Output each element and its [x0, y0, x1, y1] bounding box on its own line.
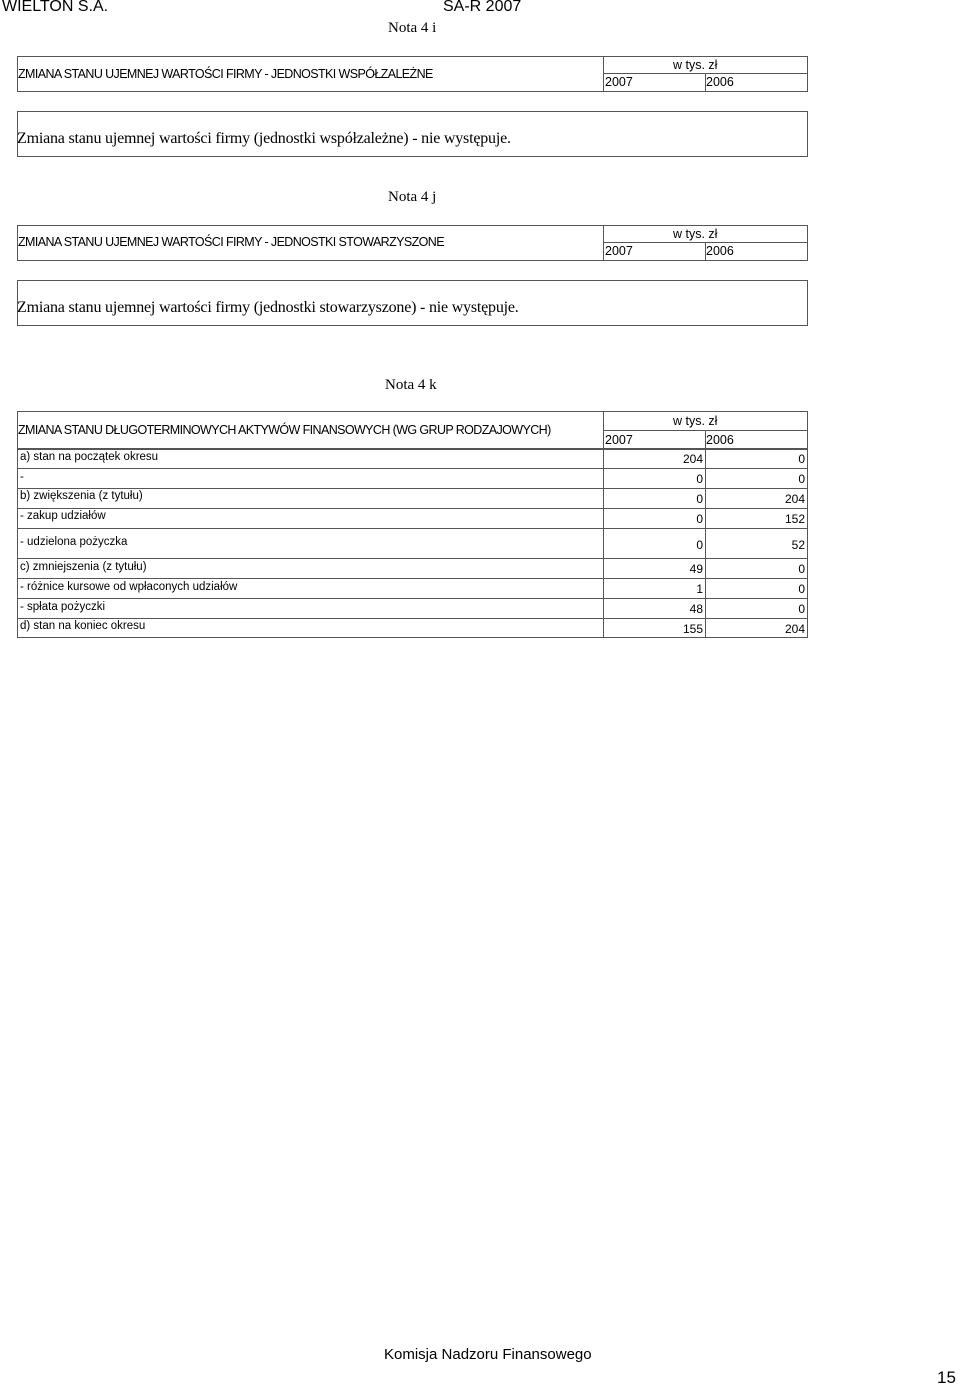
divider — [17, 488, 808, 489]
table-cell-2007: 0 — [696, 538, 703, 552]
nota-4k-title: ZMIANA STANU DŁUGOTERMINOWYCH AKTYWÓW FINANSOWYCH (WG GRUP RODZAJOWYCH) — [18, 423, 551, 437]
divider — [705, 449, 706, 638]
divider — [17, 618, 808, 619]
table-cell-2006: 0 — [798, 562, 805, 576]
nota-4i-year-2006: 2006 — [706, 75, 734, 89]
nota-4i-unit: w tys. zł — [673, 58, 718, 72]
nota-4k-heading: Nota 4 k — [385, 377, 437, 393]
table-cell-2006: 0 — [798, 472, 805, 486]
footer-institution: Komisja Nadzoru Finansowego — [384, 1346, 592, 1363]
nota-4i-heading: Nota 4 i — [388, 20, 437, 36]
table-cell-2007: 0 — [696, 472, 703, 486]
divider — [603, 449, 604, 638]
table-cell-2006: 204 — [784, 492, 805, 506]
nota-4i-year-2007: 2007 — [605, 75, 633, 89]
table-row-label: - różnice kursowe od wpłaconych udziałów — [20, 581, 238, 593]
divider — [17, 558, 808, 559]
table-cell-2006: 0 — [798, 452, 805, 466]
page-number: 15 — [937, 1368, 956, 1387]
table-row-label: b) zwiększenia (z tytułu) — [20, 490, 143, 502]
table-cell-2006: 0 — [798, 602, 805, 616]
table-cell-2007: 0 — [696, 512, 703, 526]
table-cell-2007: 48 — [689, 602, 703, 616]
nota-4j-year-2007: 2007 — [605, 244, 633, 258]
divider — [17, 508, 808, 509]
nota-4j-unit: w tys. zł — [673, 227, 718, 241]
nota-4j-title: ZMIANA STANU UJEMNEJ WARTOŚCI FIRMY - JEDNOSTKI STOWARZYSZONE — [18, 235, 444, 249]
table-cell-2006: 52 — [791, 538, 805, 552]
divider — [17, 578, 808, 579]
table-row-label: - — [20, 471, 24, 483]
nota-4i-message: Zmiana stanu ujemnej wartości firmy (jednostki współzależne) - nie występuje. — [17, 130, 511, 147]
table-row-label: - zakup udziałów — [20, 510, 106, 522]
nota-4k-unit: w tys. zł — [673, 414, 718, 428]
nota-4k-year-2006: 2006 — [706, 433, 734, 447]
table-cell-2007: 49 — [689, 562, 703, 576]
table-cell-2006: 152 — [784, 512, 805, 526]
divider — [603, 225, 604, 261]
table-cell-2007: 155 — [682, 622, 703, 636]
table-cell-2006: 0 — [798, 582, 805, 596]
table-cell-2007: 204 — [682, 452, 703, 466]
table-cell-2006: 204 — [784, 622, 805, 636]
nota-4k-year-2007: 2007 — [605, 433, 633, 447]
table-row-label: c) zmniejszenia (z tytułu) — [20, 561, 147, 573]
divider — [603, 56, 604, 92]
table-cell-2007: 1 — [696, 582, 703, 596]
nota-4i-title: ZMIANA STANU UJEMNEJ WARTOŚCI FIRMY - JEDNOSTKI WSPÓŁZALEŻNE — [18, 67, 433, 81]
table-cell-2007: 0 — [696, 492, 703, 506]
nota-4j-year-2006: 2006 — [706, 244, 734, 258]
table-row-label: d) stan na koniec okresu — [20, 620, 146, 632]
company-name: WIELTON S.A. — [2, 0, 109, 15]
report-name: SA-R 2007 — [443, 0, 522, 15]
nota-4j-message: Zmiana stanu ujemnej wartości firmy (jednostki stowarzyszone) - nie występuje. — [17, 299, 519, 316]
nota-4j-heading: Nota 4 j — [388, 189, 437, 205]
table-row-label: - udzielona pożyczka — [20, 536, 128, 548]
divider — [17, 598, 808, 599]
table-row-label: a) stan na początek okresu — [20, 451, 159, 463]
divider — [17, 528, 808, 529]
divider — [17, 468, 808, 469]
table-row-label: - spłata pożyczki — [20, 601, 106, 613]
